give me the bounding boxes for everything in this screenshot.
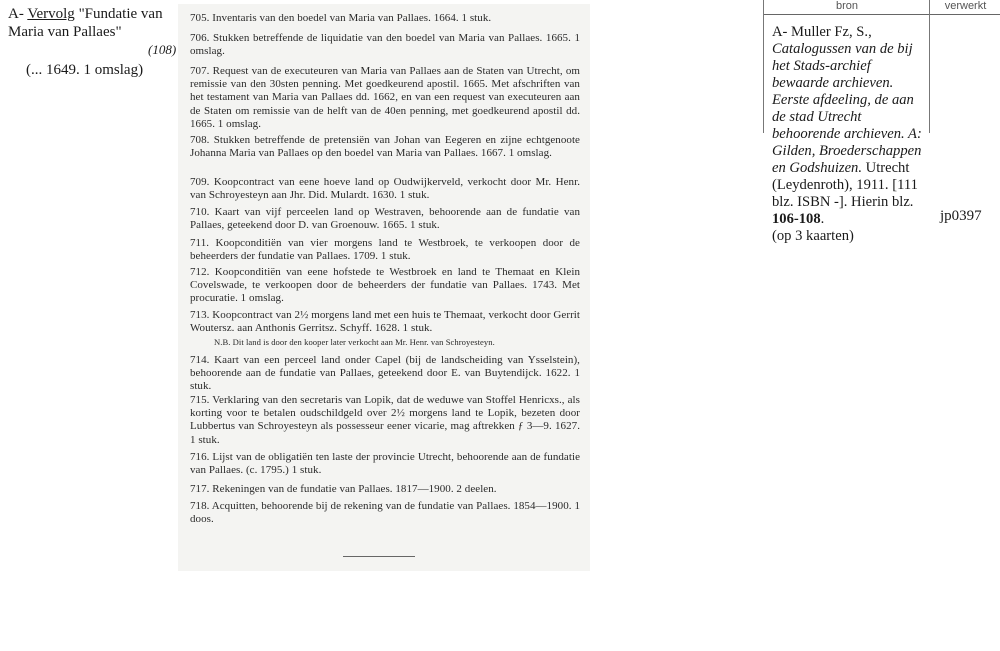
handwritten-page-ref: (108) xyxy=(148,42,177,57)
bron-citation xyxy=(772,24,930,245)
entry-nb: N.B. Dit land is door den kooper later verkocht aan Mr. Henr. van Schroyesteyn. xyxy=(214,337,495,347)
entry-708: 708. Stukken betreffende de pretensiën van Johan van Eegeren en zijne echtgenoote Johanna Maria van Pallaes op den boedel van Maria van Pallaes. 1667. 1 omslag. xyxy=(190,134,580,160)
scanned-page xyxy=(178,4,590,571)
bron-pages: 106-108 xyxy=(772,211,821,227)
column-bron: bron xyxy=(763,0,930,14)
entry-718: 718. Acquitten, behoorende bij de rekening van de fundatie van Pallaes. 1854—1900. 1 doos. xyxy=(190,500,580,526)
entry-716: 716. Lijst van de obligatiën ten laste der provincie Utrecht, behoorende aan de fundatie van Pallaes. (c. 1795.) 1 stuk. xyxy=(190,451,580,477)
entry-713: 713. Koopcontract van 2½ morgens land met een huis te Themaat, verkocht door Gerrit Woutersz. aan Anthonis Gerritsz. Schyff. 1628. 1 stuk. xyxy=(190,309,580,335)
left-note-date: (... 1649. 1 omslag) xyxy=(26,62,144,78)
end-rule xyxy=(343,556,415,557)
bron-author: A- Muller Fz, S., xyxy=(772,24,872,40)
bron-period: . xyxy=(820,211,825,227)
bron-imprint: Utrecht (Leydenroth), 1911. [111 blz. ISBN -]. Hierin blz. xyxy=(772,160,918,210)
left-note-title-rest: "Fundatie van Maria van Pallaes" xyxy=(8,6,163,40)
entry-707: 707. Request van de executeuren van Maria van Pallaes aan de Staten van Utrecht, om remissie van den 30sten penning. Met goedkeurend apostil. 1665. Met afschriften van het testament van Maria van Pallaes dd. 1662, en van een request van executeuren aan de Staten om remissie van de helft van de 40en penning, met goedkeurend apostil dd. 1665. 1 omslag. xyxy=(190,65,580,130)
left-note-title xyxy=(8,5,176,41)
entry-712: 712. Koopconditiën van eene hofstede te Westbroek en land te Themaat en Klein Covelswade, te verkoopen door de beheerders der fundatie van Pallaes. 1743. Met procuratie. 1 omslag. xyxy=(190,266,580,305)
bron-maps: (op 3 kaarten) xyxy=(772,228,854,244)
entry-717: 717. Rekeningen van de fundatie van Pallaes. 1817—1900. 2 deelen. xyxy=(190,483,497,495)
table-header xyxy=(763,0,1000,15)
record-code: jp0397 xyxy=(940,208,982,224)
bron-title: Catalogussen van de bij het Stads-archief bewaarde archieven. Eerste afdeeling, de aan de stad Utrecht behoorende archieven. A: Gilden, Broederschappen en Godshuizen. xyxy=(772,41,922,176)
left-note xyxy=(8,5,177,78)
entry-709: 709. Koopcontract van eene hoeve land op Oudwijkerveld, verkocht door Mr. Henr. van Schroyesteyn aan Jhr. Did. Mulardt. 1630. 1 stuk. xyxy=(190,176,580,202)
entry-710: 710. Kaart van vijf perceelen land op Westraven, behoorende aan de fundatie van Pallaes, geteekend door D. van Groenouw. 1665. 1 stuk. xyxy=(190,206,580,232)
entry-711: 711. Koopconditiën van vier morgens land te Westbroek, te verkoopen door de beheerders der fundatie van Pallaes. 1709. 1 stuk. xyxy=(190,237,580,263)
entry-714: 714. Kaart van een perceel land onder Capel (bij de landscheiding van Ysselstein), behoorende aan de fundatie van Pallaes, geteekend door E. van Buytendijck. 1622. 1 stuk. xyxy=(190,354,580,393)
entry-706: 706. Stukken betreffende de liquidatie van den boedel van Maria van Pallaes. 1665. 1 omslag. xyxy=(190,32,580,58)
table-border-left xyxy=(763,0,764,133)
left-note-vervolg: Vervolg xyxy=(27,6,75,22)
entry-705: 705. Inventaris van den boedel van Maria van Pallaes. 1664. 1 stuk. xyxy=(190,12,492,24)
column-verwerkt: verwerkt xyxy=(929,0,1000,14)
left-note-prefix: A- xyxy=(8,6,28,22)
entry-715: 715. Verklaring van den secretaris van Lopik, dat de weduwe van Stoffel Henricxs., als korting voor te betalen oudschildgeld over 2½ morgens land te Lopik, bezeten door Lubbertus van Schroyesteyn als possesseur eener vicarie, mag aftrekken ƒ 3—9. 1627. 1 stuk. xyxy=(190,394,580,446)
